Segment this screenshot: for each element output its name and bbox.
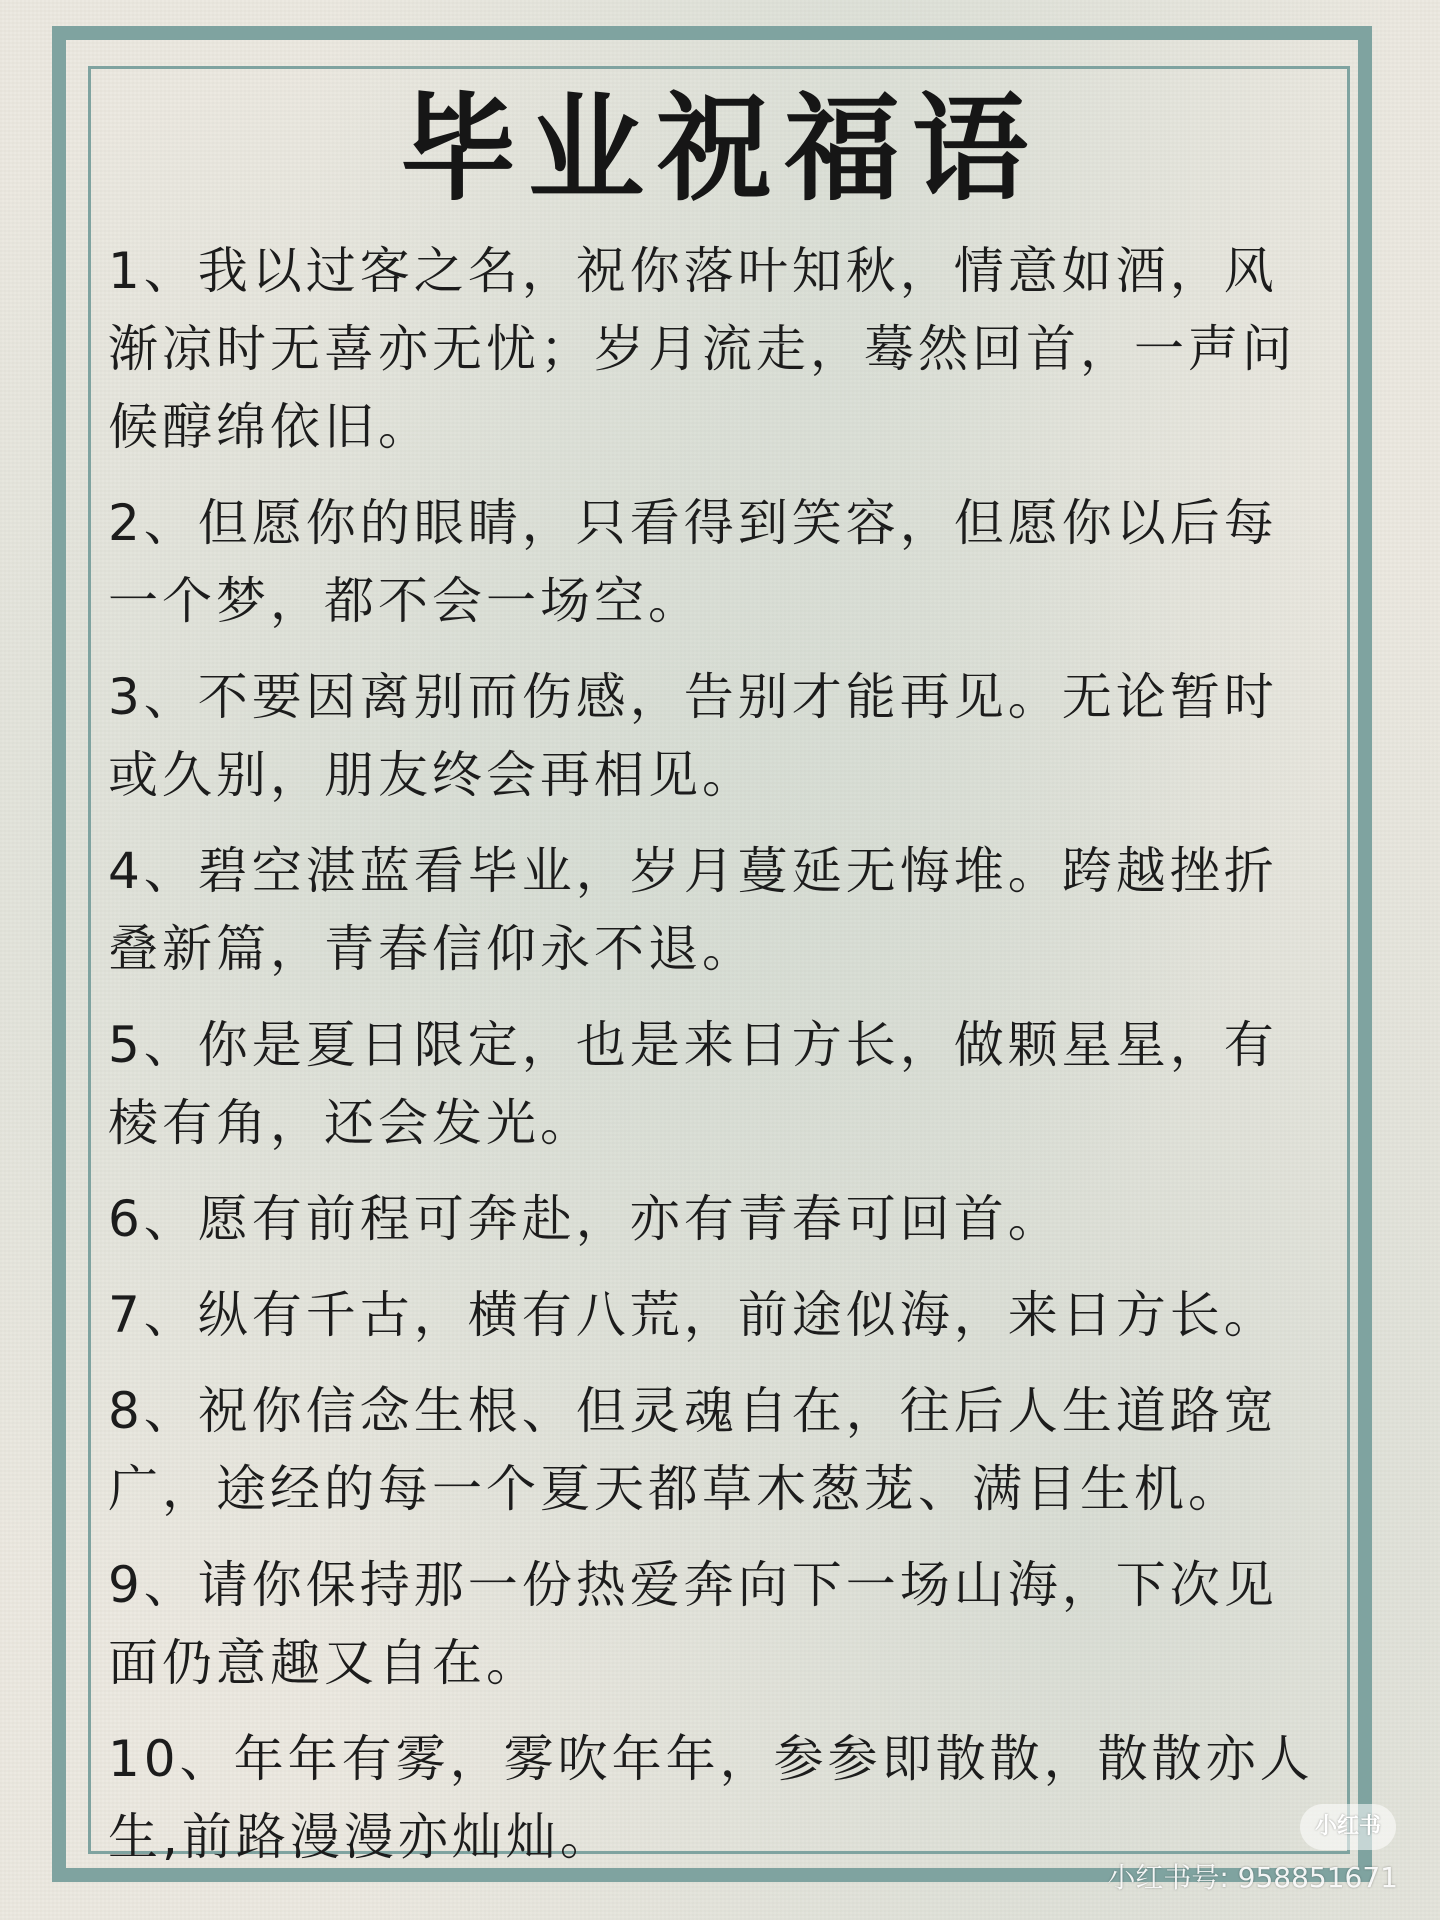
list-item: 4、碧空湛蓝看毕业，岁月蔓延无悔堆。跨越挫折叠新篇，青春信仰永不退。 [108, 842, 1278, 978]
list-item: 9、请你保持那一份热爱奔向下一场山海，下次见面仍意趣又自在。 [108, 1556, 1278, 1692]
xiaohongshu-logo: 小红书 [1300, 1804, 1396, 1850]
list-item: 2、但愿你的眼睛，只看得到笑容，但愿你以后每一个梦，都不会一场空。 [108, 494, 1278, 630]
list-item: 5、你是夏日限定，也是来日方长，做颗星星，有棱有角，还会发光。 [108, 1016, 1278, 1152]
blessings-list [108, 232, 1330, 1894]
watermark-account-id: 小红书号: 958851671 [1107, 1861, 1398, 1894]
list-item: 8、祝你信念生根、但灵魂自在，往后人生道路宽广，途经的每一个夏天都草木葱茏、满目生机。 [108, 1382, 1278, 1518]
list-item: 7、纵有千古，横有八荒，前途似海，来日方长。 [108, 1286, 1278, 1344]
list-item: 1、我以过客之名，祝你落叶知秋，情意如酒，风渐凉时无喜亦无忧；岁月流走，蓦然回首，一声问候醇绵依旧。 [108, 242, 1296, 456]
list-item: 10、年年有雾，雾吹年年，参参即散散，散散亦人生,前路漫漫亦灿灿。 [108, 1730, 1314, 1866]
page-title: 毕业祝福语 [400, 82, 1040, 217]
list-item: 6、愿有前程可奔赴，亦有青春可回首。 [108, 1190, 1062, 1248]
list-item: 3、不要因离别而伤感，告别才能再见。无论暂时或久别，朋友终会再相见。 [108, 668, 1278, 804]
